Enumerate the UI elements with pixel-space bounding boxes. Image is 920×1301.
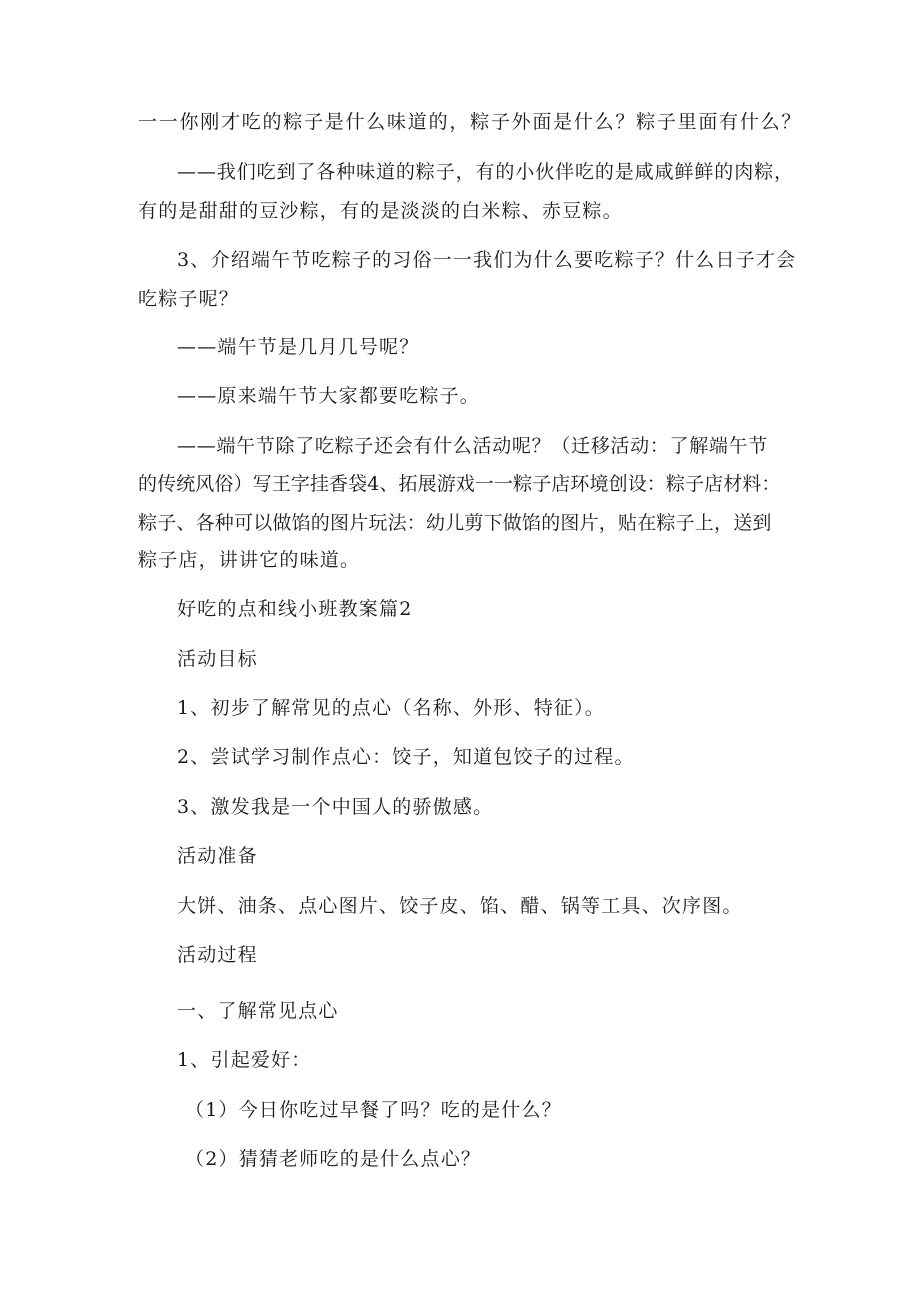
list-item: （2）猜猜老师吃的是什么点心？ — [185, 1148, 482, 1170]
text-line: 粽子店，讲讲它的味道。 — [138, 549, 361, 571]
text-line: ——原来端午节大家都要吃粽子。 — [177, 385, 481, 407]
text-line: 吃粽子呢？ — [138, 288, 240, 310]
list-item: （1）今日你吃过早餐了吗？吃的是什么？ — [185, 1099, 562, 1121]
text-line: ——端午节除了吃粽子还会有什么活动呢？（迁移活动：了解端午节 — [177, 435, 769, 457]
section-title: 好吃的点和线小班教案篇2 — [177, 598, 413, 620]
text-line: ——我们吃到了各种味道的粽子，有的小伙伴吃的是咸咸鲜鲜的肉粽， — [177, 161, 794, 183]
text-line: 一一你刚才吃的粽子是什么味道的，粽子外面是什么？粽子里面有什么？ — [138, 111, 801, 133]
section-heading: 活动准备 — [177, 845, 258, 867]
list-item: 1、引起爱好： — [177, 1049, 312, 1071]
section-heading: 活动目标 — [177, 648, 258, 670]
list-item: 2、尝试学习制作点心：饺子，知道包饺子的过程。 — [177, 746, 635, 768]
text-line: 3、介绍端午节吃粽子的习俗一一我们为什么要吃粽子？什么日子才会 — [177, 249, 797, 271]
text-line: 大饼、油条、点心图片、饺子皮、馅、醋、锅等工具、次序图。 — [177, 895, 743, 917]
text-line: 的传统风俗）写王字挂香袋4、拓展游戏一一粽子店环境创设：粽子店材料： — [138, 473, 781, 495]
list-item: 3、激发我是一个中国人的骄傲感。 — [177, 796, 494, 818]
list-item: 1、初步了解常见的点心（名称、外形、特征）。 — [177, 697, 605, 719]
section-heading: 活动过程 — [177, 944, 258, 966]
text-line: ——端午节是几月几号呢？ — [177, 336, 420, 358]
text-line: 粽子、各种可以做馅的图片玩法：幼儿剪下做馅的图片，贴在粽子上，送到 — [138, 512, 772, 534]
subsection-heading: 一、了解常见点心 — [177, 1000, 339, 1022]
text-line: 有的是甜甜的豆沙粽，有的是淡淡的白米粽、赤豆粽。 — [138, 200, 623, 222]
